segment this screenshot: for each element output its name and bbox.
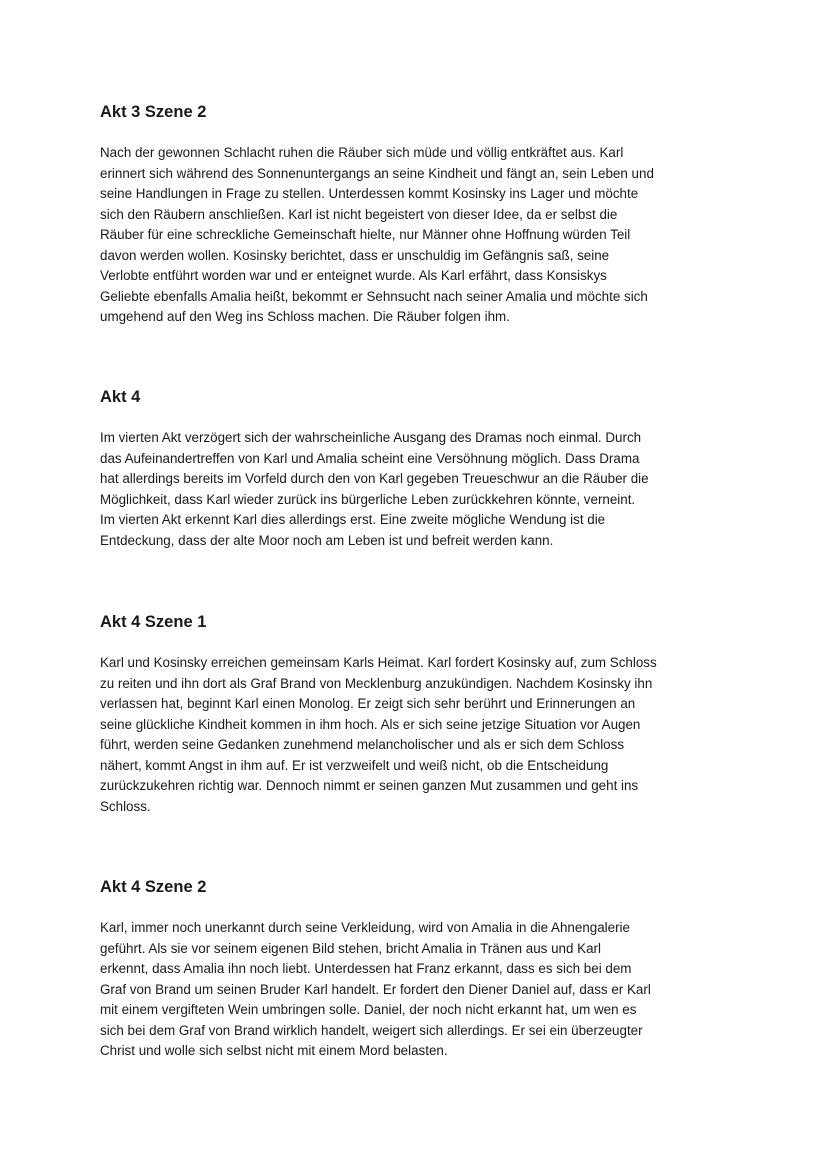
paragraph-line: Graf von Brand um seinen Bruder Karl handelt. Er fordert den Diener Daniel auf, dass er Karl	[100, 981, 651, 997]
paragraph-line: nähert, kommt Angst in ihm auf. Er ist verzweifelt und weiß nicht, ob die Entscheidung	[100, 757, 609, 773]
section-paragraph	[100, 428, 740, 551]
paragraph-line: Karl und Kosinsky erreichen gemeinsam Karls Heimat. Karl fordert Kosinsky auf, zum Schloss	[100, 655, 657, 670]
paragraph-line: hat allerdings bereits im Vorfeld durch den von Karl gegeben Treueschwur an die Räuber die	[100, 471, 649, 486]
paragraph-line: geführt. Als sie vor seinem eigenen Bild stehen, bricht Amalia in Tränen aus und Karl	[100, 940, 601, 956]
section-akt-4-szene-2	[100, 876, 740, 1058]
section-akt-4	[100, 386, 740, 548]
paragraph-line: zurückzukehren richtig war. Dennoch nimmt er seinen ganzen Mut zusammen und geht ins	[100, 778, 639, 793]
section-heading: Akt 4 Szene 2	[100, 878, 207, 896]
paragraph-line: Entdeckung, dass der alte Moor noch am Leben ist und befreit werden kann.	[100, 532, 554, 548]
section-heading: Akt 4 Szene 1	[100, 613, 207, 631]
paragraph-line: Christ und wolle sich selbst nicht mit einem Mord belasten.	[100, 1043, 448, 1058]
section-akt-3-szene-2	[100, 101, 740, 324]
paragraph-line: erkennt, dass Amalia ihn noch liebt. Unterdessen hat Franz erkannt, dass es sich bei dem	[100, 961, 632, 976]
paragraph-line: davon werden wollen. Kosinsky berichtet, dass er unschuldig im Gefängnis saß, seine	[100, 247, 610, 263]
paragraph-line: Räuber für eine schreckliche Gemeinschaft hielte, nur Männer ohne Hoffnung würden Teil	[100, 227, 631, 242]
paragraph-line: verlassen hat, beginnt Karl einen Monolog. Er zeigt sich sehr berührt und Erinnerungen an	[100, 696, 636, 711]
paragraph-line: seine glückliche Kindheit kommen in ihm hoch. Als er sich seine jetzige Situation vor Augen	[100, 716, 641, 732]
section-heading: Akt 3 Szene 2	[100, 103, 207, 121]
paragraph-line: Karl, immer noch unerkannt durch seine Verkleidung, wird von Amalia in die Ahnengalerie	[100, 920, 630, 935]
paragraph-line: Nach der gewonnen Schlacht ruhen die Räuber sich müde und völlig entkräftet aus. Karl	[100, 145, 624, 160]
section-paragraph	[100, 143, 740, 328]
paragraph-line: sich den Räubern anschließen. Karl ist nicht begeistert von dieser Idee, da er selbst die	[100, 206, 618, 222]
paragraph-line: Geliebte ebenfalls Amalia heißt, bekommt er Sehnsucht nach seiner Amalia und möchte sich	[100, 288, 648, 304]
paragraph-line: seine Handlungen in Frage zu stellen. Unterdessen kommt Kosinsky ins Lager und möchte	[100, 186, 639, 201]
paragraph-line: Schloss.	[100, 798, 151, 814]
paragraph-line: Verlobte entführt worden war und er enteignet wurde. Als Karl erfährt, dass Konsiskys	[100, 268, 607, 283]
paragraph-line: zu reiten und ihn dort als Graf Brand von Mecklenburg anzukündigen. Nachdem Kosinsky ihn	[100, 675, 653, 691]
paragraph-line: umgehend auf den Weg ins Schloss machen. Die Räuber folgen ihm.	[100, 309, 510, 324]
section-heading: Akt 4	[100, 388, 141, 406]
paragraph-line: Möglichkeit, dass Karl wieder zurück ins bürgerliche Leben zurückkehren könnte, verneint.	[100, 491, 636, 507]
paragraph-line: erinnert sich während des Sonnenuntergangs an seine Kindheit und fängt an, sein Leben und	[100, 165, 654, 181]
paragraph-line: sich bei dem Graf von Brand wirklich handelt, weigert sich allerdings. Er sei ein überzeugter	[100, 1022, 643, 1038]
section-paragraph	[100, 653, 740, 817]
paragraph-line: führt, werden seine Gedanken zunehmend melancholischer und als er sich dem Schloss	[100, 737, 625, 752]
paragraph-line: mit einem vergifteten Wein umbringen solle. Daniel, der noch nicht erkannt hat, um wen es	[100, 1002, 637, 1017]
section-akt-4-szene-1	[100, 611, 740, 814]
paragraph-line: Im vierten Akt verzögert sich der wahrscheinliche Ausgang des Dramas noch einmal. Durch	[100, 430, 642, 445]
paragraph-line: das Aufeinandertreffen von Karl und Amalia scheint eine Versöhnung möglich. Dass Drama	[100, 450, 640, 466]
section-paragraph	[100, 918, 740, 1062]
paragraph-line: Im vierten Akt erkennt Karl dies allerdings erst. Eine zweite mögliche Wendung ist die	[100, 512, 606, 527]
